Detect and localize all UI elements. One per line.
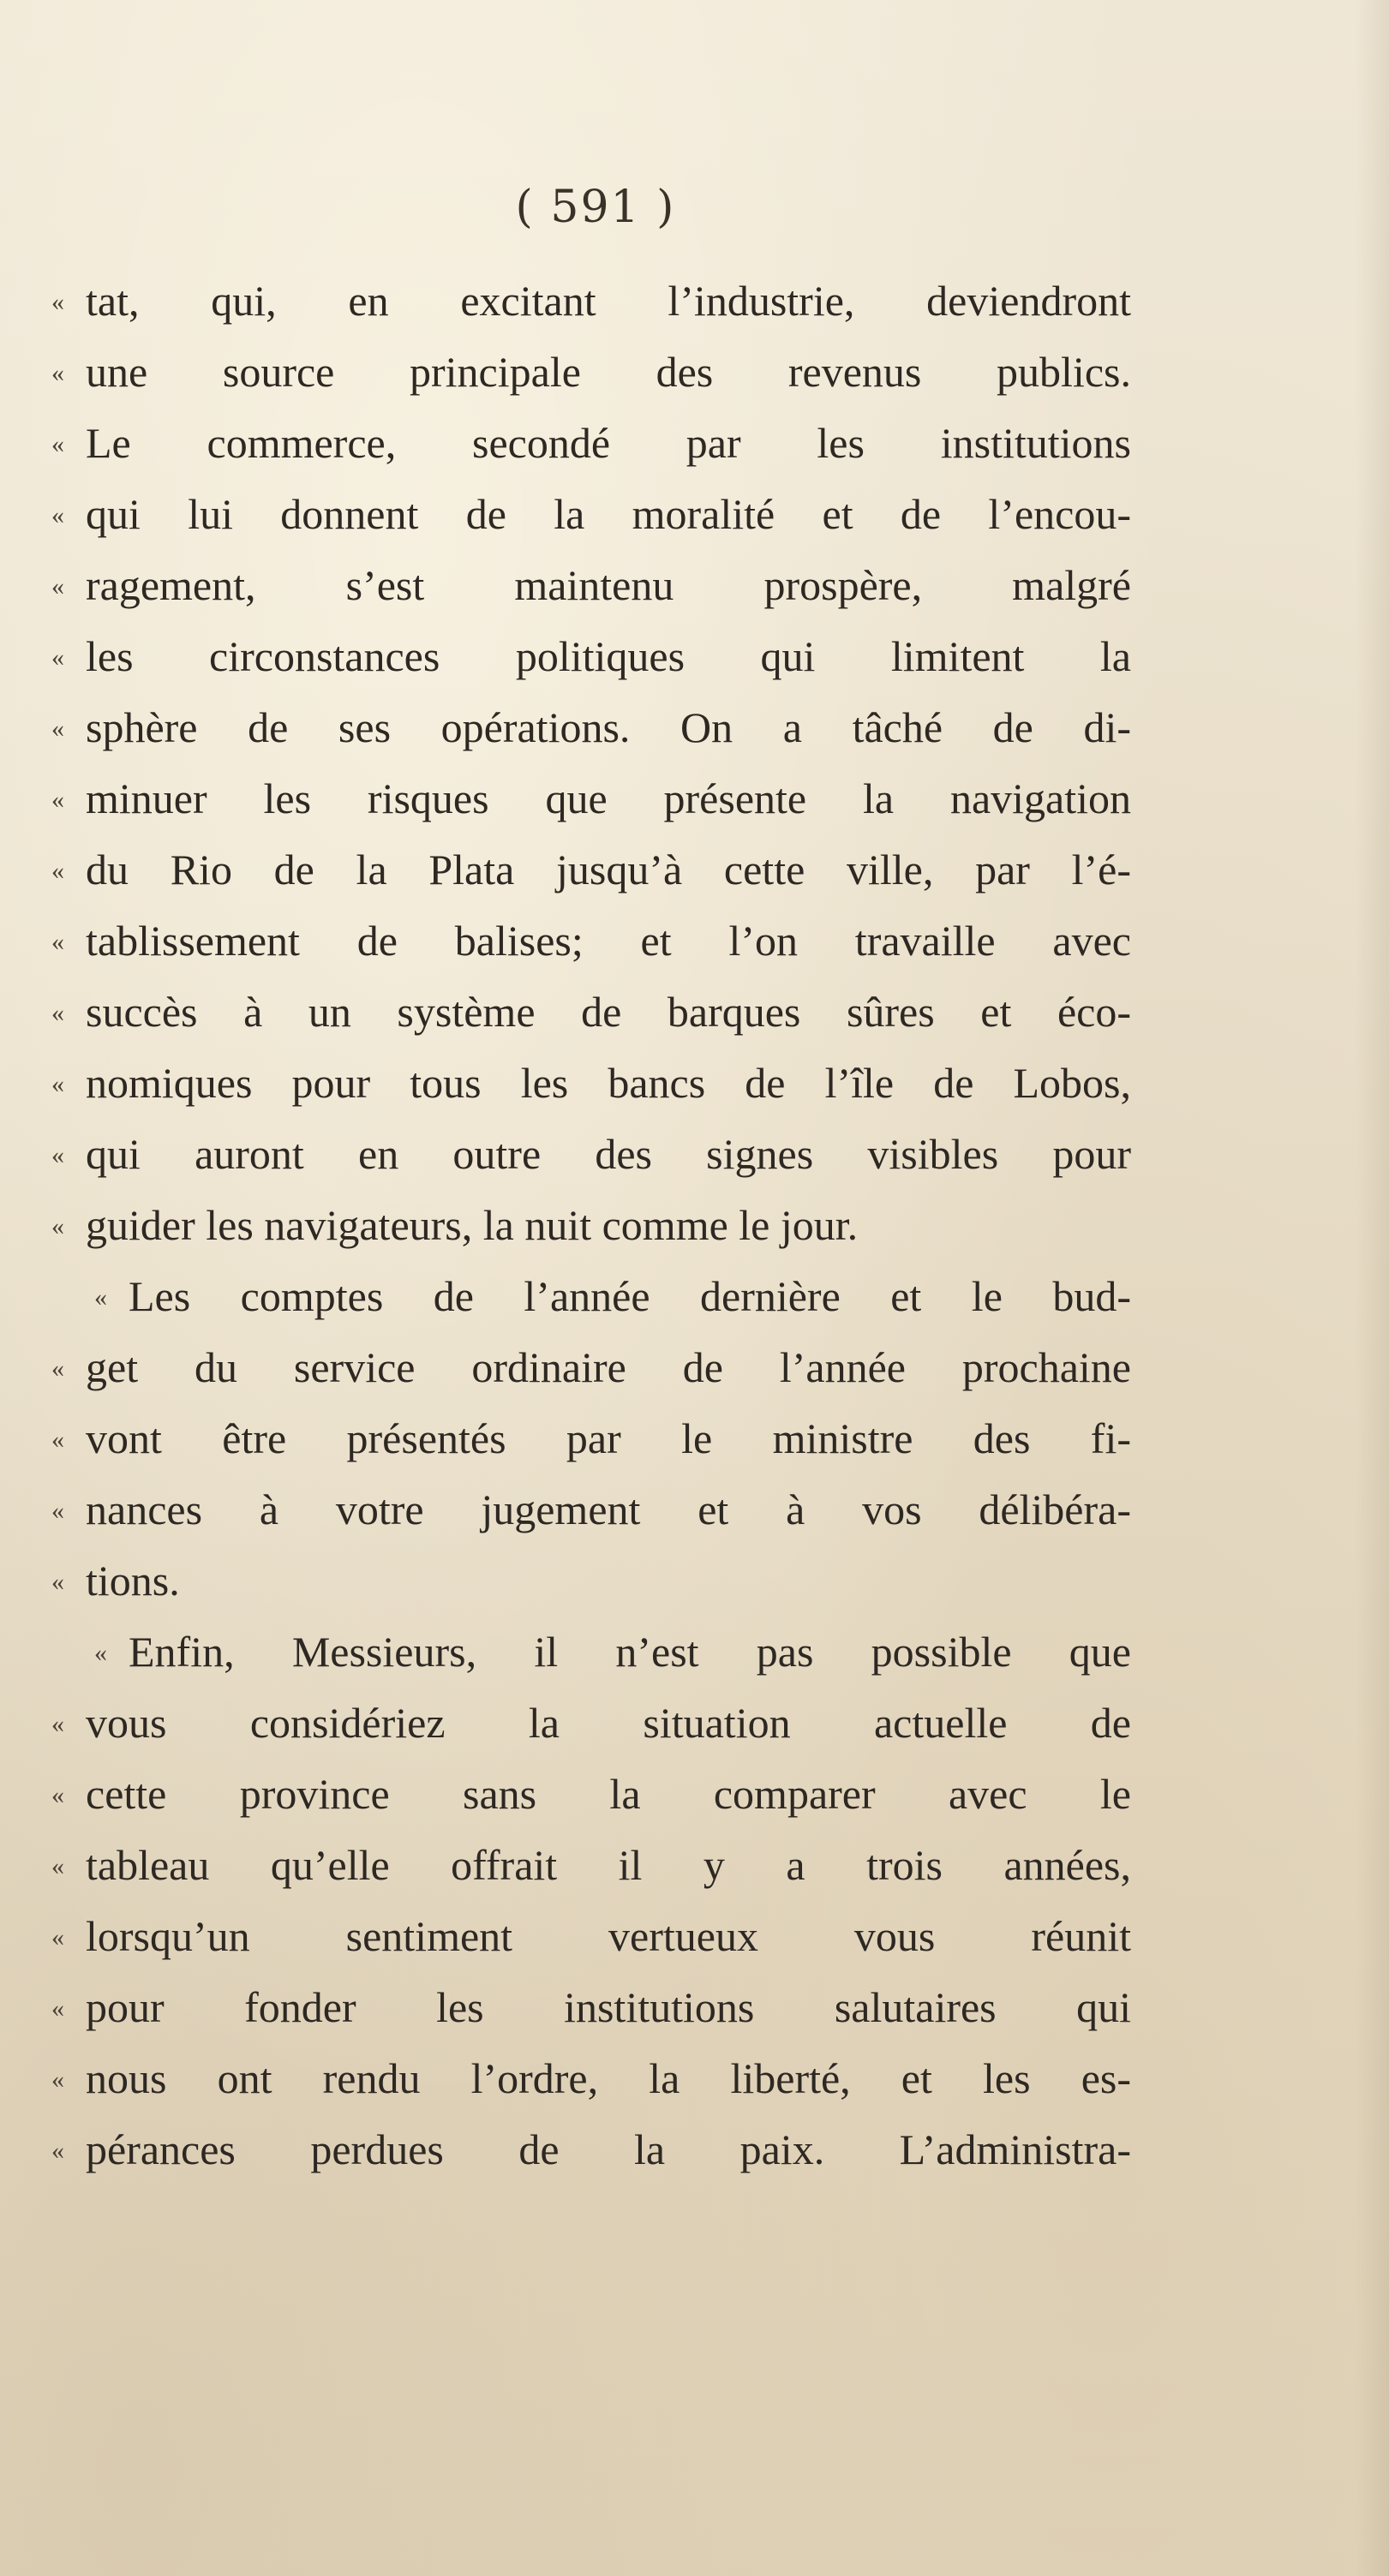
quote-mark: « [51,714,64,743]
quote-mark: « [51,430,64,458]
text-line: « tableau qu’elle offrait il y a trois années, [51,1830,1131,1901]
quote-mark: « [51,1070,64,1098]
quote-mark: « [51,1354,64,1383]
text-line: « lorsqu’un sentiment vertueux vous réunit [51,1901,1131,1972]
quote-mark: « [51,928,64,956]
quote-mark: « [51,1212,64,1240]
text-line: « Les comptes de l’année dernière et le bud- [51,1261,1131,1332]
text-line: « vont être présentés par le ministre des fi- [51,1403,1131,1474]
quote-mark: « [51,643,64,672]
quote-mark: « [94,1639,107,1667]
quote-mark: « [51,359,64,387]
quote-mark: « [51,1425,64,1454]
text-line: « cette province sans la comparer avec le [51,1759,1131,1830]
text-line: « pour fonder les institutions salutaires qui [51,1972,1131,2043]
text-line: « vous considériez la situation actuelle de [51,1688,1131,1759]
quote-mark: « [51,501,64,529]
page-edge-shadow [1355,0,1389,2576]
text-line: « tions. [51,1545,1131,1617]
quote-mark: « [51,1923,64,1951]
text-line: « une source principale des revenus publics. [51,337,1131,408]
quote-mark: « [51,1141,64,1169]
quote-mark: « [51,288,64,316]
text-line: « du Rio de la Plata jusqu’à cette ville, par l’é- [51,834,1131,905]
text-line: « minuer les risques que présente la navigation [51,763,1131,834]
quote-mark: « [51,1568,64,1596]
quote-mark: « [51,786,64,814]
quote-mark: « [51,1852,64,1880]
quote-mark: « [51,1710,64,1738]
text-line: « tat, qui, en excitant l’industrie, deviendront [51,266,1131,337]
quote-mark: « [51,572,64,601]
text-line: « sphère de ses opérations. On a tâché de di- [51,692,1131,763]
text-line: « Enfin, Messieurs, il n’est pas possible que [51,1617,1131,1688]
text-line: « qui lui donnent de la moralité et de l’encou- [51,479,1131,550]
page-number: ( 591 ) [515,182,676,233]
text-line: « les circonstances politiques qui limitent la [51,621,1131,692]
text-line: « ragement, s’est maintenu prospère, malgré [51,550,1131,621]
quote-mark: « [51,999,64,1027]
text-line: « tablissement de balises; et l’on travaille avec [51,905,1131,977]
text-line: « Le commerce, secondé par les institutions [51,408,1131,479]
quote-mark: « [51,2065,64,2094]
text-line: « nances à votre jugement et à vos délibéra- [51,1474,1131,1545]
quote-mark: « [51,857,64,885]
quote-mark: « [51,1497,64,1525]
text-line: « pérances perdues de la paix. L’administra- [51,2114,1131,2185]
body-text [51,266,1131,2185]
quote-mark: « [94,1283,107,1312]
text-line: « nous ont rendu l’ordre, la liberté, et les es- [51,2043,1131,2114]
quote-mark: « [51,1994,64,2023]
text-line: « get du service ordinaire de l’année prochaine [51,1332,1131,1403]
text-line: « qui auront en outre des signes visibles pour [51,1119,1131,1190]
text-line: « succès à un système de barques sûres et éco- [51,977,1131,1048]
quote-mark: « [51,2137,64,2165]
text-line: « guider les navigateurs, la nuit comme le jour. [51,1190,1131,1261]
quote-mark: « [51,1781,64,1809]
text-line: « nomiques pour tous les bancs de l’île de Lobos, [51,1048,1131,1119]
